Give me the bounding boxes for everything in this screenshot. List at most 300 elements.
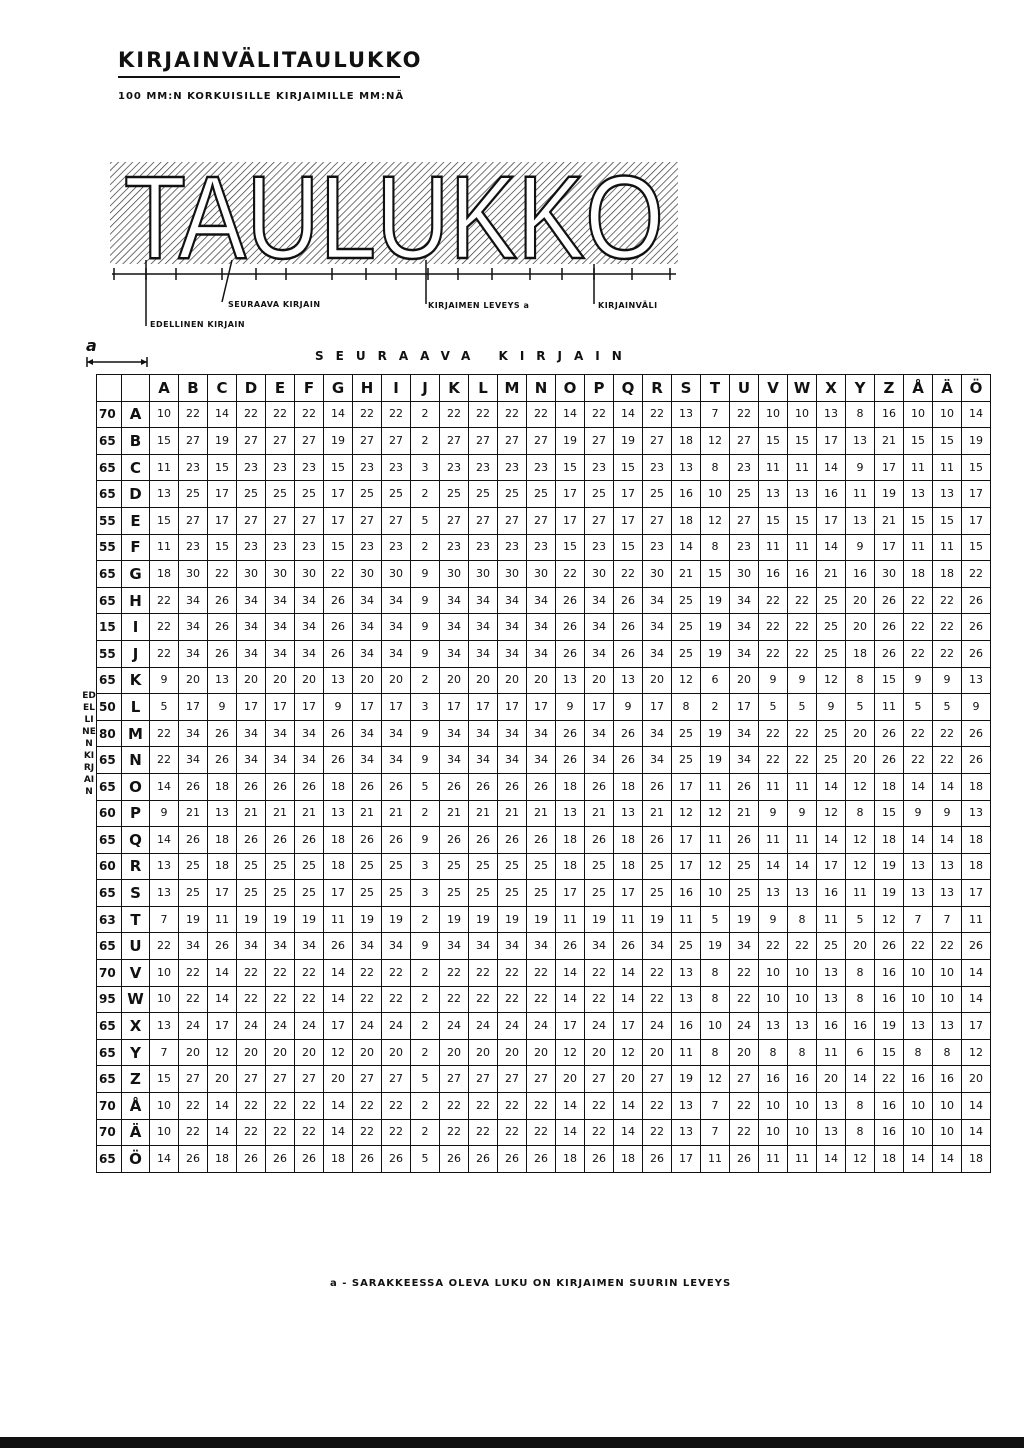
- spacing-value-cell: 8: [846, 986, 875, 1013]
- spacing-value-cell: 22: [904, 720, 933, 747]
- spacing-value-cell: 17: [556, 1013, 585, 1040]
- spacing-value-cell: 11: [846, 880, 875, 907]
- spacing-value-cell: 34: [498, 720, 527, 747]
- spacing-value-cell: 25: [266, 880, 295, 907]
- spacing-value-cell: 20: [846, 587, 875, 614]
- column-header: X: [817, 375, 846, 402]
- spacing-value-cell: 12: [672, 667, 701, 694]
- spacing-value-cell: 27: [266, 507, 295, 534]
- spacing-value-cell: 26: [556, 640, 585, 667]
- spacing-value-cell: 26: [237, 1146, 266, 1173]
- spacing-value-cell: 20: [498, 667, 527, 694]
- spacing-value-cell: 22: [469, 401, 498, 428]
- spacing-value-cell: 22: [237, 401, 266, 428]
- table-row: [97, 1146, 991, 1173]
- spacing-value-cell: 12: [817, 800, 846, 827]
- spacing-value-cell: 22: [643, 960, 672, 987]
- spacing-value-cell: 15: [556, 454, 585, 481]
- spacing-value-cell: 14: [904, 773, 933, 800]
- spacing-value-cell: 18: [324, 827, 353, 854]
- spacing-value-cell: 20: [237, 1039, 266, 1066]
- letter-width-cell: 70: [97, 1093, 122, 1120]
- spacing-value-cell: 27: [585, 507, 614, 534]
- spacing-value-cell: 17: [614, 880, 643, 907]
- spacing-value-cell: 23: [643, 534, 672, 561]
- spacing-value-cell: 18: [208, 827, 237, 854]
- spacing-value-cell: 2: [411, 1093, 440, 1120]
- row-letter-cell: P: [122, 800, 150, 827]
- spacing-value-cell: 11: [962, 906, 991, 933]
- spacing-value-cell: 17: [962, 507, 991, 534]
- row-letter-cell: K: [122, 667, 150, 694]
- spacing-value-cell: 25: [672, 587, 701, 614]
- spacing-value-cell: 2: [701, 694, 730, 721]
- spacing-value-cell: 7: [904, 906, 933, 933]
- spacing-value-cell: 17: [208, 507, 237, 534]
- spacing-value-cell: 23: [527, 454, 556, 481]
- spacing-value-cell: 16: [788, 561, 817, 588]
- banner-word: TAULUKKO: [124, 152, 664, 284]
- spacing-value-cell: 26: [614, 640, 643, 667]
- row-letter-cell: W: [122, 986, 150, 1013]
- letter-width-cell: 95: [97, 986, 122, 1013]
- spacing-value-cell: 5: [846, 906, 875, 933]
- spacing-value-cell: 20: [353, 667, 382, 694]
- spacing-value-cell: 18: [324, 1146, 353, 1173]
- spacing-value-cell: 26: [469, 773, 498, 800]
- spacing-value-cell: 23: [440, 534, 469, 561]
- row-letter-cell: V: [122, 960, 150, 987]
- spacing-value-cell: 9: [933, 667, 962, 694]
- spacing-value-cell: 11: [759, 1146, 788, 1173]
- spacing-value-cell: 14: [788, 853, 817, 880]
- spacing-value-cell: 26: [962, 640, 991, 667]
- spacing-value-cell: 14: [324, 1119, 353, 1146]
- spacing-value-cell: 11: [672, 1039, 701, 1066]
- spacing-value-cell: 17: [208, 1013, 237, 1040]
- spacing-value-cell: 24: [469, 1013, 498, 1040]
- spacing-value-cell: 14: [614, 986, 643, 1013]
- spacing-value-cell: 26: [266, 773, 295, 800]
- spacing-value-cell: 27: [440, 428, 469, 455]
- spacing-value-cell: 25: [643, 853, 672, 880]
- spacing-value-cell: 30: [295, 561, 324, 588]
- spacing-value-cell: 9: [324, 694, 353, 721]
- spacing-value-cell: 9: [933, 800, 962, 827]
- spacing-value-cell: 30: [527, 561, 556, 588]
- spacing-value-cell: 15: [875, 800, 904, 827]
- spacing-value-cell: 22: [904, 587, 933, 614]
- spacing-value-cell: 14: [556, 986, 585, 1013]
- spacing-value-cell: 18: [875, 827, 904, 854]
- table-row: [97, 1093, 991, 1120]
- spacing-value-cell: 25: [643, 481, 672, 508]
- spacing-value-cell: 26: [324, 933, 353, 960]
- spacing-value-cell: 18: [614, 773, 643, 800]
- spacing-value-cell: 13: [672, 986, 701, 1013]
- spacing-value-cell: 34: [237, 614, 266, 641]
- spacing-value-cell: 22: [266, 401, 295, 428]
- spacing-value-cell: 15: [962, 454, 991, 481]
- spacing-value-cell: 16: [904, 1066, 933, 1093]
- spacing-value-cell: 26: [324, 640, 353, 667]
- spacing-value-cell: 26: [962, 747, 991, 774]
- spacing-value-cell: 22: [962, 561, 991, 588]
- spacing-value-cell: 19: [208, 428, 237, 455]
- spacing-value-cell: 17: [266, 694, 295, 721]
- spacing-value-cell: 13: [933, 481, 962, 508]
- spacing-value-cell: 25: [295, 880, 324, 907]
- spacing-value-cell: 30: [875, 561, 904, 588]
- spacing-value-cell: 34: [266, 587, 295, 614]
- spacing-value-cell: 9: [208, 694, 237, 721]
- label-kirjaimen-leveys: KIRJAIMEN LEVEYS a: [428, 301, 530, 310]
- spacing-value-cell: 34: [237, 587, 266, 614]
- spacing-value-cell: 12: [208, 1039, 237, 1066]
- spacing-value-cell: 21: [875, 428, 904, 455]
- column-header: W: [788, 375, 817, 402]
- spacing-value-cell: 18: [556, 827, 585, 854]
- spacing-value-cell: 21: [295, 800, 324, 827]
- spacing-value-cell: 11: [759, 773, 788, 800]
- spacing-value-cell: 14: [817, 534, 846, 561]
- spacing-value-cell: 27: [498, 1066, 527, 1093]
- spacing-value-cell: 25: [585, 481, 614, 508]
- spacing-value-cell: 22: [179, 986, 208, 1013]
- title-underline: [118, 76, 400, 78]
- spacing-value-cell: 9: [411, 640, 440, 667]
- spacing-value-cell: 18: [324, 853, 353, 880]
- spacing-value-cell: 15: [933, 507, 962, 534]
- spacing-value-cell: 13: [788, 481, 817, 508]
- table-row: [97, 1039, 991, 1066]
- spacing-value-cell: 5: [788, 694, 817, 721]
- column-header: B: [179, 375, 208, 402]
- spacing-value-cell: 34: [353, 933, 382, 960]
- spacing-value-cell: 25: [382, 481, 411, 508]
- spacing-value-cell: 21: [643, 800, 672, 827]
- spacing-value-cell: 11: [759, 454, 788, 481]
- spacing-value-cell: 34: [266, 640, 295, 667]
- column-header: Ä: [933, 375, 962, 402]
- spacing-value-cell: 16: [788, 1066, 817, 1093]
- spacing-value-cell: 34: [585, 747, 614, 774]
- spacing-value-cell: 20: [324, 1066, 353, 1093]
- letter-width-cell: 63: [97, 906, 122, 933]
- spacing-value-cell: 25: [817, 720, 846, 747]
- letter-width-cell: 50: [97, 694, 122, 721]
- spacing-value-cell: 23: [585, 454, 614, 481]
- spacing-value-cell: 2: [411, 1119, 440, 1146]
- spacing-value-cell: 18: [875, 1146, 904, 1173]
- table-row: [97, 906, 991, 933]
- spacing-value-cell: 26: [498, 1146, 527, 1173]
- row-letter-cell: H: [122, 587, 150, 614]
- spacing-value-cell: 9: [556, 694, 585, 721]
- spacing-value-cell: 26: [382, 1146, 411, 1173]
- spacing-value-cell: 9: [411, 933, 440, 960]
- spacing-value-cell: 13: [904, 853, 933, 880]
- spacing-value-cell: 19: [527, 906, 556, 933]
- spacing-value-cell: 24: [730, 1013, 759, 1040]
- spacing-value-cell: 21: [817, 561, 846, 588]
- spacing-value-cell: 34: [643, 640, 672, 667]
- letter-width-cell: 65: [97, 747, 122, 774]
- spacing-value-cell: 34: [440, 614, 469, 641]
- spacing-value-cell: 9: [411, 587, 440, 614]
- row-letter-cell: C: [122, 454, 150, 481]
- row-letter-cell: Q: [122, 827, 150, 854]
- spacing-value-cell: 11: [788, 454, 817, 481]
- column-header: H: [353, 375, 382, 402]
- spacing-value-cell: 7: [150, 906, 179, 933]
- spacing-value-cell: 10: [759, 1119, 788, 1146]
- spacing-value-cell: 22: [759, 614, 788, 641]
- spacing-value-cell: 15: [150, 428, 179, 455]
- spacing-value-cell: 26: [614, 720, 643, 747]
- spacing-value-cell: 34: [382, 933, 411, 960]
- spacing-value-cell: 19: [382, 906, 411, 933]
- spacing-value-cell: 26: [643, 827, 672, 854]
- spacing-value-cell: 27: [353, 428, 382, 455]
- spacing-value-cell: 27: [179, 1066, 208, 1093]
- spacing-value-cell: 10: [759, 1093, 788, 1120]
- spacing-value-cell: 17: [324, 481, 353, 508]
- spacing-value-cell: 5: [759, 694, 788, 721]
- spacing-value-cell: 2: [411, 960, 440, 987]
- spacing-value-cell: 27: [585, 428, 614, 455]
- spacing-value-cell: 25: [527, 880, 556, 907]
- spacing-value-cell: 19: [701, 640, 730, 667]
- spacing-value-cell: 14: [208, 401, 237, 428]
- spacing-value-cell: 23: [730, 534, 759, 561]
- spacing-value-cell: 22: [295, 401, 324, 428]
- spacing-value-cell: 22: [585, 986, 614, 1013]
- spacing-value-cell: 22: [469, 960, 498, 987]
- spacing-value-cell: 26: [556, 747, 585, 774]
- spacing-value-cell: 20: [846, 614, 875, 641]
- column-header: D: [237, 375, 266, 402]
- spacing-value-cell: 25: [817, 747, 846, 774]
- spacing-value-cell: 27: [527, 428, 556, 455]
- spacing-value-cell: 12: [962, 1039, 991, 1066]
- spacing-value-cell: 34: [382, 614, 411, 641]
- row-letter-cell: M: [122, 720, 150, 747]
- spacing-value-cell: 17: [730, 694, 759, 721]
- spacing-value-cell: 18: [614, 827, 643, 854]
- spacing-value-cell: 26: [179, 1146, 208, 1173]
- spacing-value-cell: 10: [904, 986, 933, 1013]
- spacing-value-cell: 22: [527, 986, 556, 1013]
- spacing-value-cell: 14: [904, 1146, 933, 1173]
- letter-width-cell: 55: [97, 507, 122, 534]
- spacing-value-cell: 3: [411, 694, 440, 721]
- spacing-value-cell: 14: [759, 853, 788, 880]
- row-letter-cell: N: [122, 747, 150, 774]
- table-row: [97, 800, 991, 827]
- column-header: T: [701, 375, 730, 402]
- spacing-value-cell: 15: [962, 534, 991, 561]
- spacing-value-cell: 34: [179, 587, 208, 614]
- spacing-value-cell: 24: [237, 1013, 266, 1040]
- spacing-value-cell: 34: [527, 640, 556, 667]
- spacing-value-cell: 17: [556, 481, 585, 508]
- spacing-value-cell: 27: [440, 1066, 469, 1093]
- spacing-value-cell: 13: [846, 507, 875, 534]
- scan-edge: [0, 1437, 1024, 1448]
- row-letter-cell: I: [122, 614, 150, 641]
- spacing-value-cell: 34: [353, 720, 382, 747]
- spacing-value-cell: 11: [875, 694, 904, 721]
- spacing-value-cell: 15: [208, 454, 237, 481]
- spacing-value-cell: 11: [672, 906, 701, 933]
- spacing-value-cell: 16: [875, 986, 904, 1013]
- spacing-value-cell: 30: [179, 561, 208, 588]
- spacing-value-cell: 14: [614, 1093, 643, 1120]
- spacing-value-cell: 5: [933, 694, 962, 721]
- spacing-value-cell: 30: [353, 561, 382, 588]
- table-row: [97, 747, 991, 774]
- spacing-value-cell: 11: [846, 481, 875, 508]
- spacing-value-cell: 15: [324, 534, 353, 561]
- spacing-value-cell: 9: [846, 454, 875, 481]
- row-letter-cell: G: [122, 561, 150, 588]
- spacing-value-cell: 21: [875, 507, 904, 534]
- column-header: M: [498, 375, 527, 402]
- spacing-value-cell: 13: [759, 1013, 788, 1040]
- column-header: Y: [846, 375, 875, 402]
- spacing-value-cell: 26: [324, 614, 353, 641]
- spacing-value-cell: 25: [730, 481, 759, 508]
- spacing-value-cell: 17: [672, 1146, 701, 1173]
- spacing-value-cell: 25: [266, 481, 295, 508]
- spacing-value-cell: 22: [643, 1093, 672, 1120]
- spacing-value-cell: 34: [643, 614, 672, 641]
- spacing-value-cell: 13: [817, 1119, 846, 1146]
- spacing-value-cell: 22: [237, 1119, 266, 1146]
- column-header: R: [643, 375, 672, 402]
- spacing-value-cell: 17: [295, 694, 324, 721]
- spacing-value-cell: 20: [179, 1039, 208, 1066]
- spacing-value-cell: 5: [701, 906, 730, 933]
- spacing-value-cell: 11: [788, 534, 817, 561]
- spacing-value-cell: 22: [295, 1119, 324, 1146]
- spacing-value-cell: 22: [440, 401, 469, 428]
- spacing-value-cell: 27: [353, 507, 382, 534]
- spacing-value-cell: 18: [672, 428, 701, 455]
- spacing-value-cell: 19: [295, 906, 324, 933]
- spacing-value-cell: 13: [324, 800, 353, 827]
- spacing-value-cell: 16: [875, 401, 904, 428]
- row-letter-cell: D: [122, 481, 150, 508]
- spacing-value-cell: 27: [237, 507, 266, 534]
- spacing-value-cell: 22: [556, 561, 585, 588]
- spacing-value-cell: 27: [266, 428, 295, 455]
- spacing-value-cell: 20: [266, 667, 295, 694]
- spacing-value-cell: 12: [701, 800, 730, 827]
- spacing-value-cell: 18: [962, 773, 991, 800]
- spacing-value-cell: 14: [208, 986, 237, 1013]
- spacing-value-cell: 22: [585, 401, 614, 428]
- spacing-value-cell: 20: [730, 1039, 759, 1066]
- spacing-value-cell: 20: [643, 667, 672, 694]
- spacing-value-cell: 23: [353, 534, 382, 561]
- table-row: [97, 694, 991, 721]
- spacing-value-cell: 9: [150, 800, 179, 827]
- spacing-value-cell: 22: [788, 614, 817, 641]
- spacing-value-cell: 15: [614, 454, 643, 481]
- spacing-value-cell: 10: [701, 880, 730, 907]
- spacing-value-cell: 25: [730, 853, 759, 880]
- spacing-value-cell: 34: [527, 614, 556, 641]
- spacing-value-cell: 8: [846, 401, 875, 428]
- spacing-value-cell: 16: [672, 481, 701, 508]
- spacing-value-cell: 27: [353, 1066, 382, 1093]
- spacing-value-cell: 14: [614, 1119, 643, 1146]
- spacing-value-cell: 26: [295, 773, 324, 800]
- table-row: [97, 640, 991, 667]
- row-letter-cell: E: [122, 507, 150, 534]
- spacing-value-cell: 19: [701, 614, 730, 641]
- row-letter-cell: R: [122, 853, 150, 880]
- spacing-value-cell: 26: [643, 1146, 672, 1173]
- table-row: [97, 960, 991, 987]
- table-row: [97, 986, 991, 1013]
- spacing-value-cell: 20: [962, 1066, 991, 1093]
- spacing-value-cell: 27: [643, 1066, 672, 1093]
- spacing-value-cell: 23: [382, 534, 411, 561]
- spacing-value-cell: 22: [933, 614, 962, 641]
- spacing-value-cell: 27: [295, 507, 324, 534]
- spacing-value-cell: 26: [614, 747, 643, 774]
- row-letter-cell: U: [122, 933, 150, 960]
- column-header: V: [759, 375, 788, 402]
- spacing-value-cell: 25: [527, 853, 556, 880]
- spacing-value-cell: 27: [498, 428, 527, 455]
- spacing-value-cell: 18: [614, 853, 643, 880]
- spacing-value-cell: 16: [672, 1013, 701, 1040]
- spacing-value-cell: 25: [295, 481, 324, 508]
- column-header: Z: [875, 375, 904, 402]
- spacing-value-cell: 22: [324, 561, 353, 588]
- spacing-value-cell: 27: [469, 428, 498, 455]
- spacing-value-cell: 22: [730, 986, 759, 1013]
- spacing-value-cell: 9: [962, 694, 991, 721]
- spacing-value-cell: 34: [585, 587, 614, 614]
- spacing-value-cell: 12: [556, 1039, 585, 1066]
- spacing-value-cell: 20: [208, 1066, 237, 1093]
- spacing-value-cell: 12: [875, 906, 904, 933]
- letter-width-cell: 65: [97, 1013, 122, 1040]
- spacing-value-cell: 22: [788, 747, 817, 774]
- spacing-value-cell: 13: [962, 800, 991, 827]
- table-row: [97, 853, 991, 880]
- spacing-value-cell: 25: [469, 880, 498, 907]
- spacing-value-cell: 23: [266, 534, 295, 561]
- spacing-value-cell: 22: [150, 747, 179, 774]
- spacing-value-cell: 27: [295, 428, 324, 455]
- spacing-value-cell: 34: [440, 747, 469, 774]
- spacing-value-cell: 25: [295, 853, 324, 880]
- spacing-value-cell: 19: [585, 906, 614, 933]
- spacing-value-cell: 20: [614, 1066, 643, 1093]
- spacing-value-cell: 22: [933, 933, 962, 960]
- spacing-value-cell: 25: [730, 880, 759, 907]
- spacing-value-cell: 25: [672, 747, 701, 774]
- spacing-value-cell: 9: [411, 614, 440, 641]
- spacing-value-cell: 17: [324, 1013, 353, 1040]
- spacing-value-cell: 17: [962, 481, 991, 508]
